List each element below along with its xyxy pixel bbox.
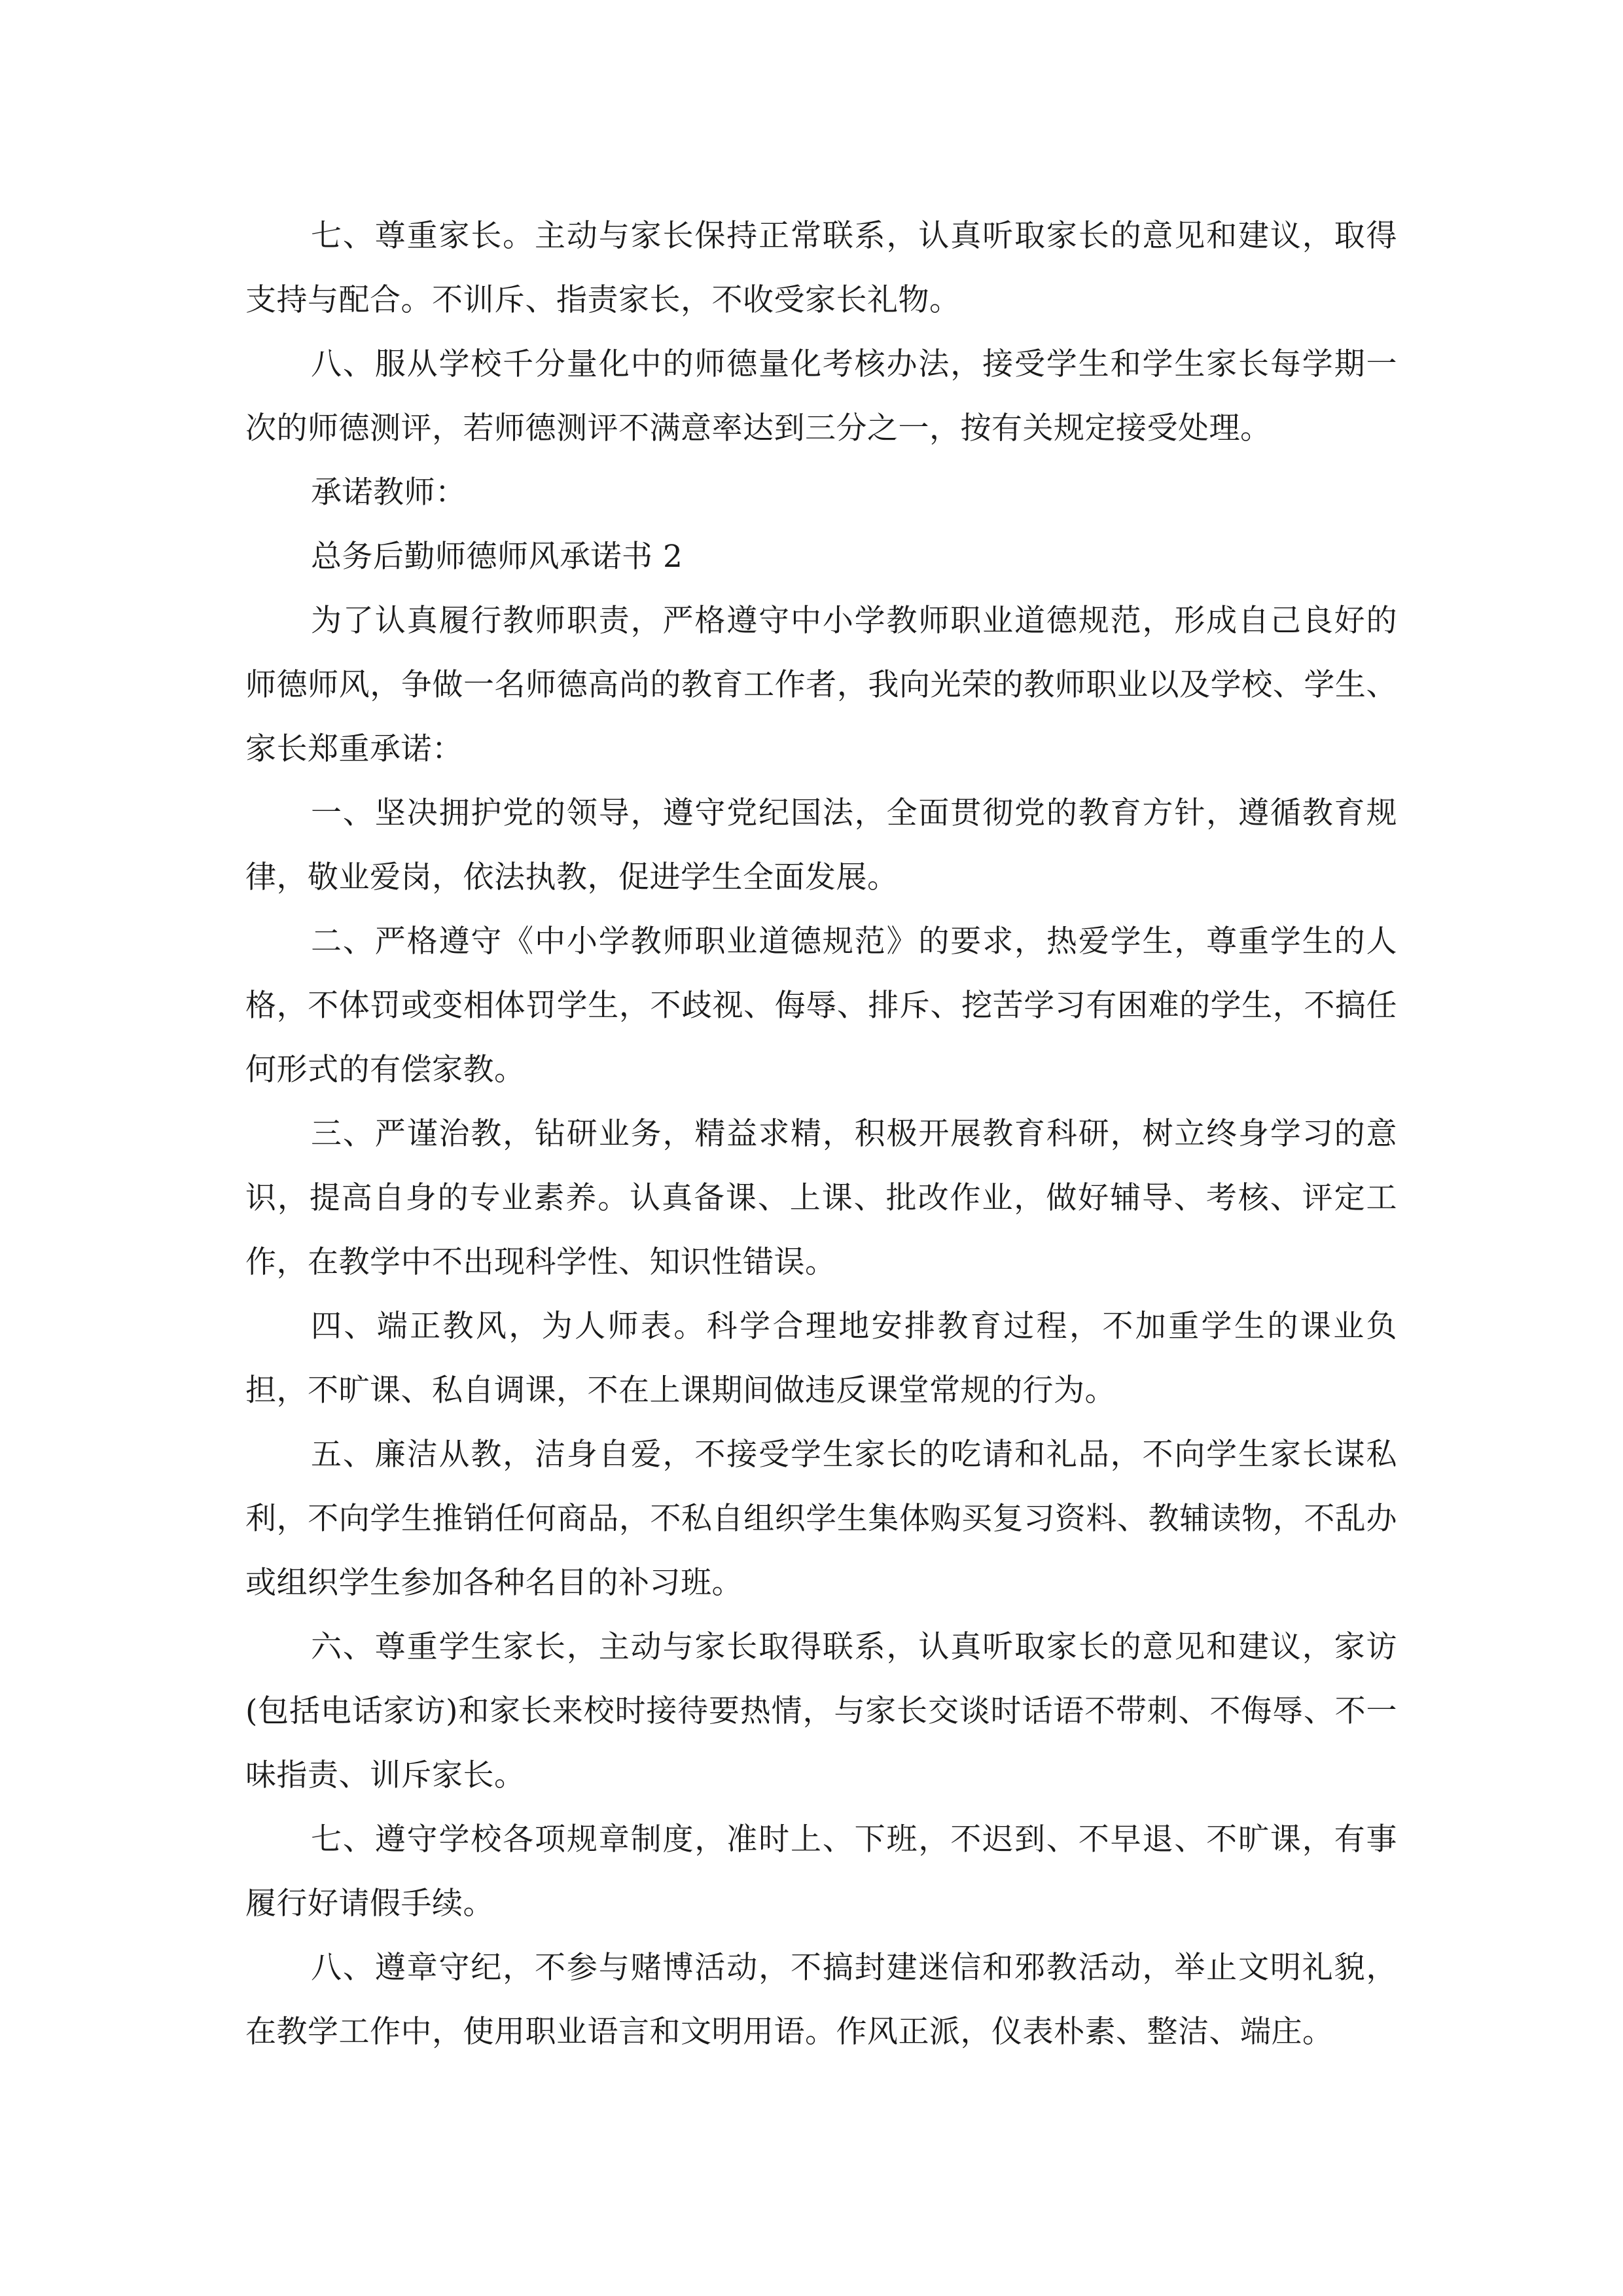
paragraph-item-6: 六、尊重学生家长，主动与家长取得联系，认真听取家长的意见和建议，家访(包括电话家访)和家长来校时接待要热情，与家长交谈时话语不带刺、不侮辱、不一味指责、训斥家长。	[245, 1629, 1397, 1793]
paragraph-item-5: 五、廉洁从教，洁身自爱，不接受学生家长的吃请和礼品，不向学生家长谋私利，不向学生推销任何商品，不私自组织学生集体购买复习资料、教辅读物，不乱办或组织学生参加各种名目的补习班。	[245, 1437, 1397, 1601]
paragraph-item-2: 二、严格遵守《中小学教师职业道德规范》的要求，热爱学生，尊重学生的人格，不体罚或变相体罚学生，不歧视、侮辱、排斥、挖苦学习有困难的学生，不搞任何形式的有偿家教。	[245, 924, 1397, 1088]
document-body	[245, 204, 1397, 2064]
paragraph-item-7: 七、遵守学校各项规章制度，准时上、下班，不迟到、不早退、不旷课，有事履行好请假手续。	[245, 1821, 1397, 1922]
paragraph-item-8: 八、遵章守纪，不参与赌博活动，不搞封建迷信和邪教活动，举止文明礼貌，在教学工作中，使用职业语言和文明用语。作风正派，仪表朴素、整洁、端庄。	[245, 1950, 1397, 2050]
paragraph-item-1: 一、坚决拥护党的领导，遵守党纪国法，全面贯彻党的教育方针，遵循教育规律，敬业爱岗，依法执教，促进学生全面发展。	[245, 795, 1397, 895]
paragraph-respect-parents: 七、尊重家长。主动与家长保持正常联系，认真听取家长的意见和建议，取得支持与配合。不训斥、指责家长，不收受家长礼物。	[245, 218, 1397, 318]
paragraph-pledge-signature: 承诺教师：	[311, 475, 467, 511]
section-title: 总务后勤师德师风承诺书 2	[311, 539, 683, 575]
paragraph-item-4: 四、端正教风，为人师表。科学合理地安排教育过程，不加重学生的课业负担，不旷课、私自调课，不在上课期间做违反课堂常规的行为。	[245, 1308, 1397, 1408]
paragraph-item-3: 三、严谨治教，钻研业务，精益求精，积极开展教育科研，树立终身学习的意识，提高自身的专业素养。认真备课、上课、批改作业，做好辅导、考核、评定工作，在教学中不出现科学性、知识性错误。	[245, 1116, 1397, 1280]
paragraph-intro: 为了认真履行教师职责，严格遵守中小学教师职业道德规范，形成自己良好的师德师风，争做一名师德高尚的教育工作者，我向光荣的教师职业以及学校、学生、家长郑重承诺：	[245, 603, 1397, 767]
paragraph-ethics-assessment: 八、服从学校千分量化中的师德量化考核办法，接受学生和学生家长每学期一次的师德测评，若师德测评不满意率达到三分之一，按有关规定接受处理。	[245, 346, 1397, 446]
